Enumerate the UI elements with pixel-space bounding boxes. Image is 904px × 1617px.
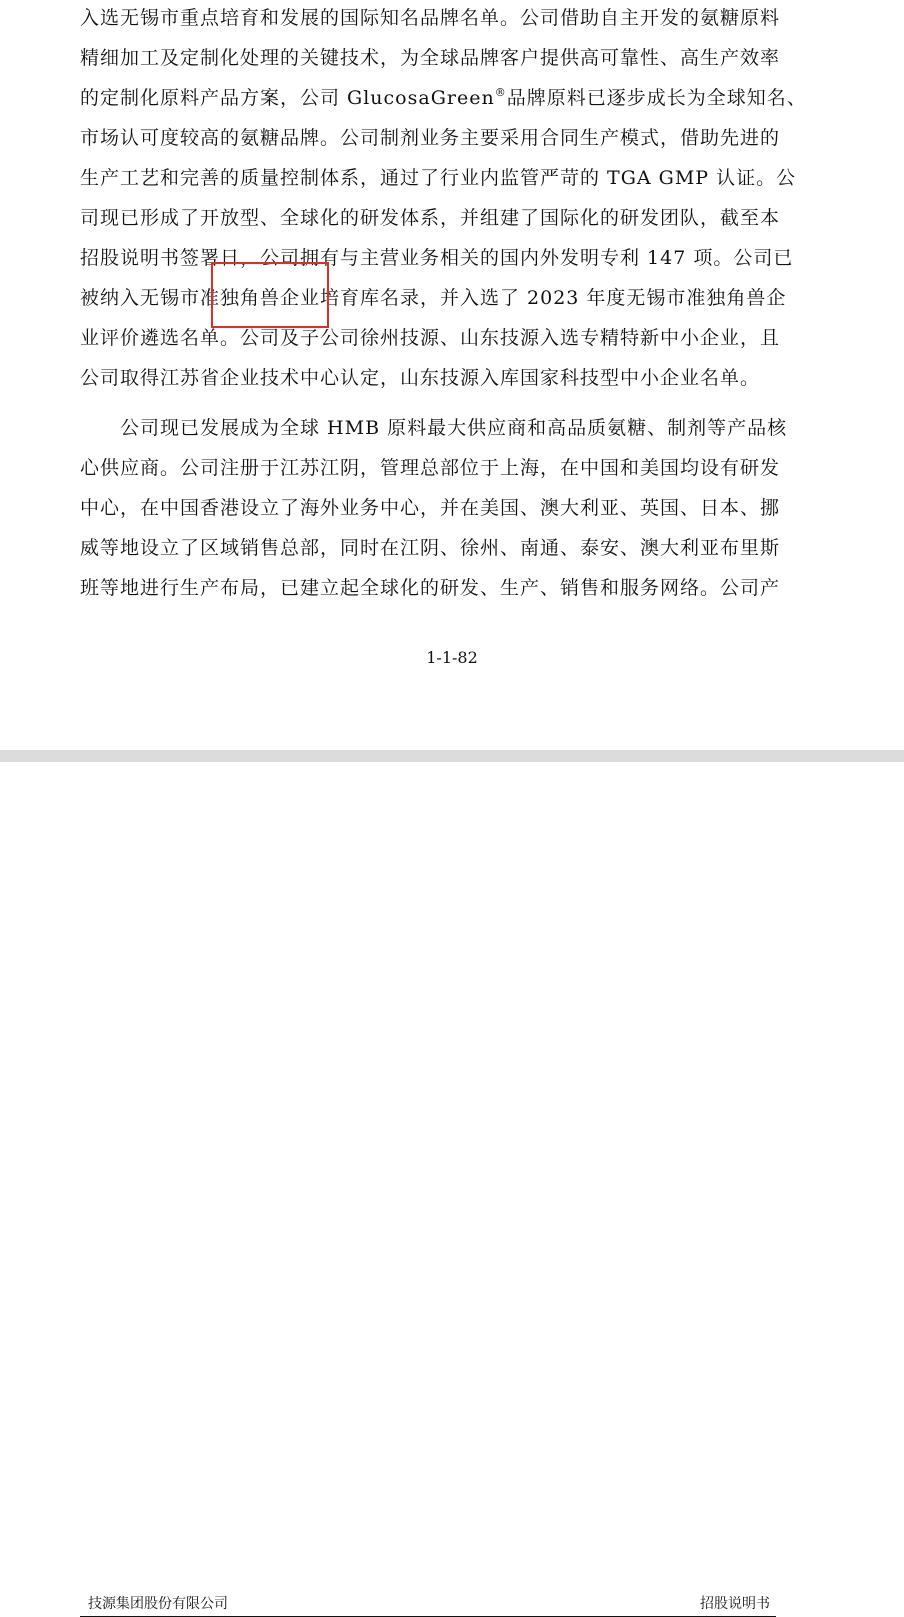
- text-line: 招股说明书签署日，公司拥有与主营业务相关的国内外发明专利 147 项。公司已: [80, 247, 794, 269]
- text-line: 班等地进行生产布局，已建立起全球化的研发、生产、销售和服务网络。公司产: [80, 577, 781, 599]
- text-line: 生产工艺和完善的质量控制体系，通过了行业内监管严苛的 TGA GMP 认证。公: [80, 167, 797, 189]
- header-document-type: 招股说明书: [700, 1596, 770, 1612]
- text-segment: 品牌原料已逐步成长为全球知名、: [506, 87, 807, 109]
- text-line: 市场认可度较高的氨糖品牌。公司制剂业务主要采用合同生产模式，借助先进的: [80, 127, 781, 149]
- text-line: 公司现已发展成为全球 HMB 原料最大供应商和高品质氨糖、制剂等产品核: [120, 417, 788, 439]
- text-line: 精细加工及定制化处理的关键技术，为全球品牌客户提供高可靠性、高生产效率: [80, 47, 781, 69]
- text-line: [80, 85, 807, 111]
- text-line: 中心，在中国香港设立了海外业务中心，并在美国、澳大利亚、英国、日本、挪: [80, 497, 781, 519]
- text-line: 司现已形成了开放型、全球化的研发体系，并组建了国际化的研发团队，截至本: [80, 207, 781, 229]
- text-line: 被纳入无锡市准独角兽企业培育库名录，并入选了 2023 年度无锡市准独角兽企: [80, 287, 787, 309]
- header-company: 技源集团股份有限公司: [88, 1596, 228, 1612]
- registered-mark: ®: [494, 86, 507, 99]
- document-page: [0, 0, 904, 750]
- highlight-box: [211, 262, 329, 328]
- text-line: 威等地设立了区域销售总部，同时在江阴、徐州、南通、泰安、澳大利亚布里斯: [80, 537, 781, 559]
- page-number: 1-1-82: [426, 648, 478, 667]
- text-line: 入选无锡市重点培育和发展的国际知名品牌名单。公司借助自主开发的氨糖原料: [80, 7, 781, 29]
- page-separator: [0, 750, 904, 762]
- text-line: 心供应商。公司注册于江苏江阴，管理总部位于上海，在中国和美国均设有研发: [80, 457, 781, 479]
- next-page: [0, 762, 904, 1612]
- text-segment: 的定制化原料产品方案，公司 GlucosaGreen: [80, 87, 495, 109]
- text-line: 公司取得江苏省企业技术中心认定，山东技源入库国家科技型中小企业名单。: [80, 367, 761, 389]
- text-line: 业评价遴选名单。公司及子公司徐州技源、山东技源入选专精特新中小企业，且: [80, 327, 781, 349]
